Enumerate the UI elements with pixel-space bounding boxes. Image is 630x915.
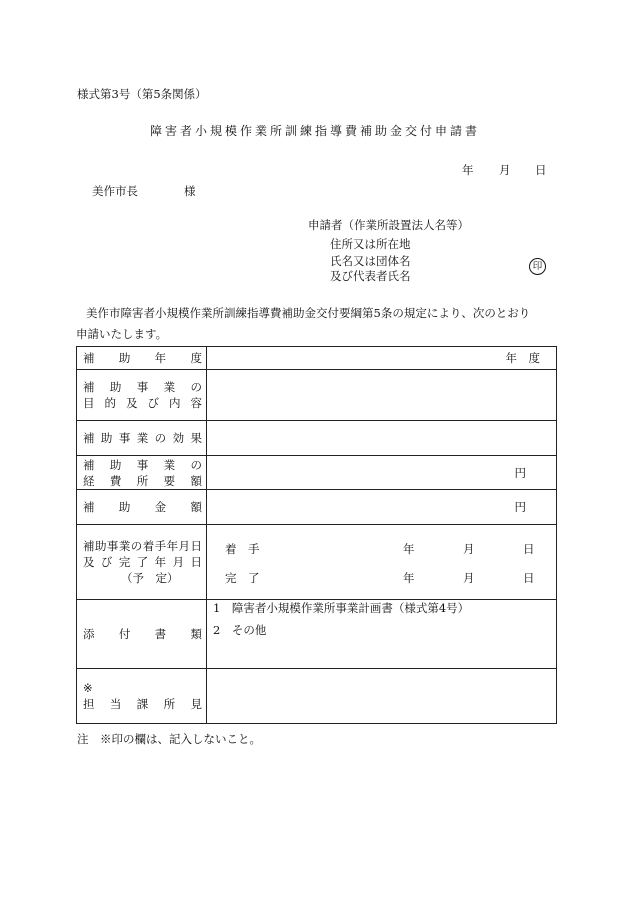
purpose-label-cell xyxy=(77,370,207,421)
applicant-heading: 申請者（作業所設置法人名等） xyxy=(308,218,469,232)
end-date-line xyxy=(207,570,556,586)
table-row xyxy=(77,490,557,525)
attach-value-cell[interactable] xyxy=(207,600,557,669)
period-label-cell xyxy=(77,525,207,600)
purpose-label-line-1: 補助事業の xyxy=(83,380,202,394)
period-value-cell[interactable] xyxy=(207,525,557,600)
year-label: 補助年度 xyxy=(83,351,202,365)
intro-line-2: 申請いたします。 xyxy=(76,327,168,341)
period-label-line-2: 及び完了年月日 xyxy=(83,555,202,569)
attachment-item-2: 2 その他 xyxy=(213,623,267,637)
intro-line-1: 美作市障害者小規模作業所訓練指導費補助金交付要綱第5条の規定により、次のとおり xyxy=(86,306,531,320)
applicant-name-label: 氏名又は団体名 xyxy=(330,254,411,268)
intro-paragraph xyxy=(76,303,554,345)
applicant-representative-label: 及び代表者氏名 xyxy=(330,269,411,283)
table-row xyxy=(77,370,557,421)
start-month: 月 xyxy=(463,542,475,556)
seal-icon: 印 xyxy=(529,258,546,275)
amount-label: 補助金額 xyxy=(83,500,202,514)
start-year: 年 xyxy=(403,542,415,556)
document-title: 障害者小規模作業所訓練指導費補助金交付申請書 xyxy=(149,124,480,138)
amount-unit: 円 xyxy=(514,500,526,514)
period-label-line-1: 補助事業の着手年月日 xyxy=(83,539,202,553)
application-table xyxy=(76,346,557,724)
effect-label-cell xyxy=(77,421,207,456)
effect-label: 補助事業の効果 xyxy=(83,431,202,445)
attachment-list xyxy=(213,600,469,644)
form-number: 様式第3号（第5条関係） xyxy=(77,87,207,101)
applicant-address-label: 住所又は所在地 xyxy=(330,237,411,251)
addressee-name: 美作市長 xyxy=(92,184,138,198)
table-row xyxy=(77,421,557,456)
attachment-item-1: 1 障害者小規模作業所事業計画書（様式第4号） xyxy=(213,601,470,615)
date-month: 月 xyxy=(499,163,511,177)
end-month: 月 xyxy=(463,571,475,585)
start-date-line xyxy=(207,541,556,557)
cost-unit: 円 xyxy=(514,465,526,480)
addressee xyxy=(92,183,196,199)
table-row xyxy=(77,347,557,370)
table-row xyxy=(77,525,557,600)
cost-label-line-1: 補助事業の xyxy=(83,457,202,472)
date-day: 日 xyxy=(535,163,547,177)
end-year: 年 xyxy=(403,571,415,585)
table-row xyxy=(77,456,557,490)
purpose-value-cell[interactable] xyxy=(207,370,557,421)
end-label: 完 了 xyxy=(225,571,260,585)
opinion-mark: ※ xyxy=(83,681,93,695)
attach-label: 添付書類 xyxy=(83,627,202,641)
end-day: 日 xyxy=(523,571,535,585)
footnote: 注 ※印の欄は、記入しないこと。 xyxy=(77,732,261,746)
amount-value-cell[interactable] xyxy=(207,490,557,525)
year-unit: 年 度 xyxy=(505,351,540,365)
effect-value-cell[interactable] xyxy=(207,421,557,456)
start-day: 日 xyxy=(523,542,535,556)
addressee-honorific: 様 xyxy=(184,184,196,198)
date-year: 年 xyxy=(462,163,474,177)
cost-label-cell xyxy=(77,456,207,490)
table-row xyxy=(77,669,557,724)
period-label-line-3: （予 定） xyxy=(121,571,179,585)
cost-label-line-2: 経費所要額 xyxy=(83,473,202,488)
opinion-value-cell[interactable] xyxy=(207,669,557,724)
year-label-cell xyxy=(77,347,207,370)
start-label: 着 手 xyxy=(225,542,260,556)
purpose-label-line-2: 目的及び内容 xyxy=(83,396,202,410)
year-value-cell[interactable] xyxy=(207,347,557,370)
cost-value-cell[interactable] xyxy=(207,456,557,490)
table-row xyxy=(77,600,557,669)
amount-label-cell xyxy=(77,490,207,525)
opinion-label-cell xyxy=(77,669,207,724)
opinion-label: 担当課所見 xyxy=(83,697,202,711)
attach-label-cell xyxy=(77,600,207,669)
